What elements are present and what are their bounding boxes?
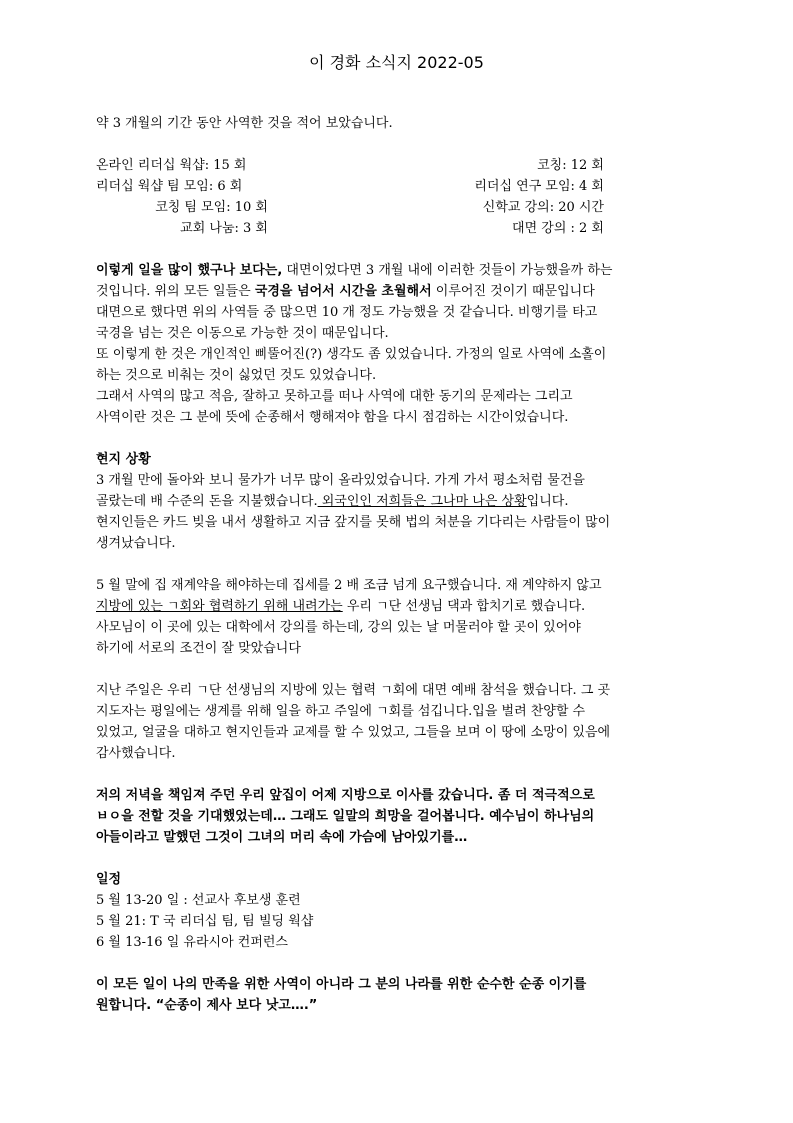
reflection-line: 국경을 넘는 것은 이동으로 가능한 것이 때문입니다. bbox=[96, 326, 389, 341]
local-text: 골랐는데 배 수준의 돈을 지불했습니다. bbox=[96, 494, 318, 509]
local-line: 3 개월 만에 돌아와 보니 물가가 너무 많이 올라있었습니다. 가게 가서 평소처럼 물건을 bbox=[96, 473, 585, 488]
stat-church-sharing: 교회 나눔: 3 회 bbox=[180, 221, 268, 236]
schedule-heading: 일정 bbox=[96, 872, 122, 887]
reflection-text: 대면이었다면 3 개월 내에 이러한 것들이 가능했을까 하는 bbox=[282, 263, 613, 278]
schedule-item: 5 월 13-20 일 : 선교사 후보생 훈련 bbox=[96, 893, 301, 908]
reflection-line: 대면으로 했다면 위의 사역들 중 많으면 10 개 정도 가능했을 것 같습니다. 비행기를 타고 bbox=[96, 305, 598, 320]
neighbor-line: 저의 저녁을 책임져 주던 우리 앞집이 어제 지방으로 이사를 갔습니다. 좀 더 적극적으로 bbox=[96, 788, 595, 803]
local-line: 생겨났습니다. bbox=[96, 536, 176, 551]
closing-line: 원합니다. “순종이 제사 보다 낫고….” bbox=[96, 998, 318, 1013]
stat-online-workshop: 온라인 리더십 웍샵: 15 회 bbox=[96, 158, 247, 173]
local-line: 감사했습니다. bbox=[96, 746, 176, 761]
closing-paragraph bbox=[96, 974, 700, 1016]
neighbor-line: 아들이라고 말했던 그것이 그녀의 머리 속에 가슴에 남아있기를… bbox=[96, 830, 468, 845]
reflection-line: 그래서 사역의 많고 적음, 잘하고 못하고를 떠나 사역에 대한 동기의 문제라는 그리고 bbox=[96, 389, 573, 404]
intro-text: 약 3 개월의 기간 동안 사역한 것을 적어 보았습니다. bbox=[96, 116, 393, 131]
reflection-text: 이루어진 것이기 때문입니다 bbox=[431, 284, 595, 299]
stat-workshop-team: 리더십 웍샵 팀 모임: 6 회 bbox=[96, 179, 243, 194]
reflection-line: 사역이란 것은 그 분에 뜻에 순종해서 행해져야 함을 다시 점검하는 시간이었습니다. bbox=[96, 410, 569, 425]
reflection-text: 것입니다. 위의 모든 일들은 bbox=[96, 284, 255, 299]
schedule-item: 6 월 13-16 일 유라시아 컨퍼런스 bbox=[96, 935, 288, 950]
local-underlined-text: 지방에 있는 ㄱ회와 협력하기 위해 내려가는 bbox=[96, 599, 343, 614]
local-line: 현지인들은 카드 빚을 내서 생활하고 지금 갚지를 못해 법의 처분을 기다리는 사람들이 많이 bbox=[96, 515, 611, 530]
newsletter-body bbox=[96, 113, 700, 1016]
local-line: 5 월 말에 집 재계약을 해야하는데 집세를 2 배 조금 넘게 요구했습니다. 재 계약하지 않고 bbox=[96, 578, 602, 593]
local-line: 있었고, 얼굴을 대하고 현지인들과 교제를 할 수 있었고, 그들을 보며 이 땅에 소망이 있음에 bbox=[96, 725, 611, 740]
schedule-section bbox=[96, 869, 700, 953]
local-situation-section bbox=[96, 449, 700, 764]
local-underlined-text: 외국인인 저희들은 그나마 나은 상황 bbox=[317, 494, 527, 509]
local-situation-heading: 현지 상황 bbox=[96, 452, 151, 467]
stat-coaching-team: 코칭 팀 모임: 10 회 bbox=[155, 200, 268, 215]
reflection-line: 하는 것으로 비춰는 것이 싫었던 것도 있었습니다. bbox=[96, 368, 377, 383]
neighbor-line: ㅂㅇ을 전할 것을 기대했었는데… 그래도 일말의 희망을 걸어봅니다. 예수님이 하나님의 bbox=[96, 809, 595, 824]
local-line: 하기에 서로의 조건이 잘 맞았습니다 bbox=[96, 641, 301, 656]
neighbor-paragraph bbox=[96, 785, 700, 848]
stat-coaching: 코칭: 12 회 bbox=[537, 158, 604, 173]
local-line: 지도자는 평일에는 생계를 위해 일을 하고 주일에 ㄱ회를 섬깁니다.입을 벌려 찬양할 수 bbox=[96, 704, 586, 719]
local-text: 우리 ㄱ단 선생님 댁과 합치기로 했습니다. bbox=[342, 599, 586, 614]
reflection-bold-mid: 국경을 넘어서 시간을 초월해서 bbox=[254, 284, 432, 299]
local-line: 사모님이 이 곳에 있는 대학에서 강의를 하는데, 강의 있는 날 머물러야 할 곳이 있어야 bbox=[96, 620, 581, 635]
closing-line: 이 모든 일이 나의 만족을 위한 사역이 아니라 그 분의 나라를 위한 순수한 순종 이기를 bbox=[96, 977, 587, 992]
schedule-item: 5 월 21: T 국 리더십 팀, 팀 빌딩 웍샵 bbox=[96, 914, 314, 929]
ministry-stats bbox=[96, 155, 700, 239]
reflection-bold-lead: 이렇게 일을 많이 했구나 보다는, bbox=[96, 263, 283, 278]
local-text: 입니다. bbox=[526, 494, 569, 509]
local-line: 지난 주일은 우리 ㄱ단 선생님의 지방에 있는 협력 ㄱ회에 대면 예배 참석을 했습니다. 그 곳 bbox=[96, 683, 611, 698]
reflection-line: 또 이렇게 한 것은 개인적인 삐뚤어진(?) 생각도 좀 있었습니다. 가정의 일로 사역에 소홀이 bbox=[96, 347, 607, 362]
stat-seminary-lecture: 신학교 강의: 20 시간 bbox=[482, 200, 604, 215]
stat-leadership-research: 리더십 연구 모임: 4 회 bbox=[474, 179, 604, 194]
stat-in-person-lecture: 대면 강의 : 2 회 bbox=[512, 221, 604, 236]
reflection-paragraph bbox=[96, 260, 700, 428]
newsletter-title: 이 경화 소식지 2022-05 bbox=[309, 53, 484, 72]
